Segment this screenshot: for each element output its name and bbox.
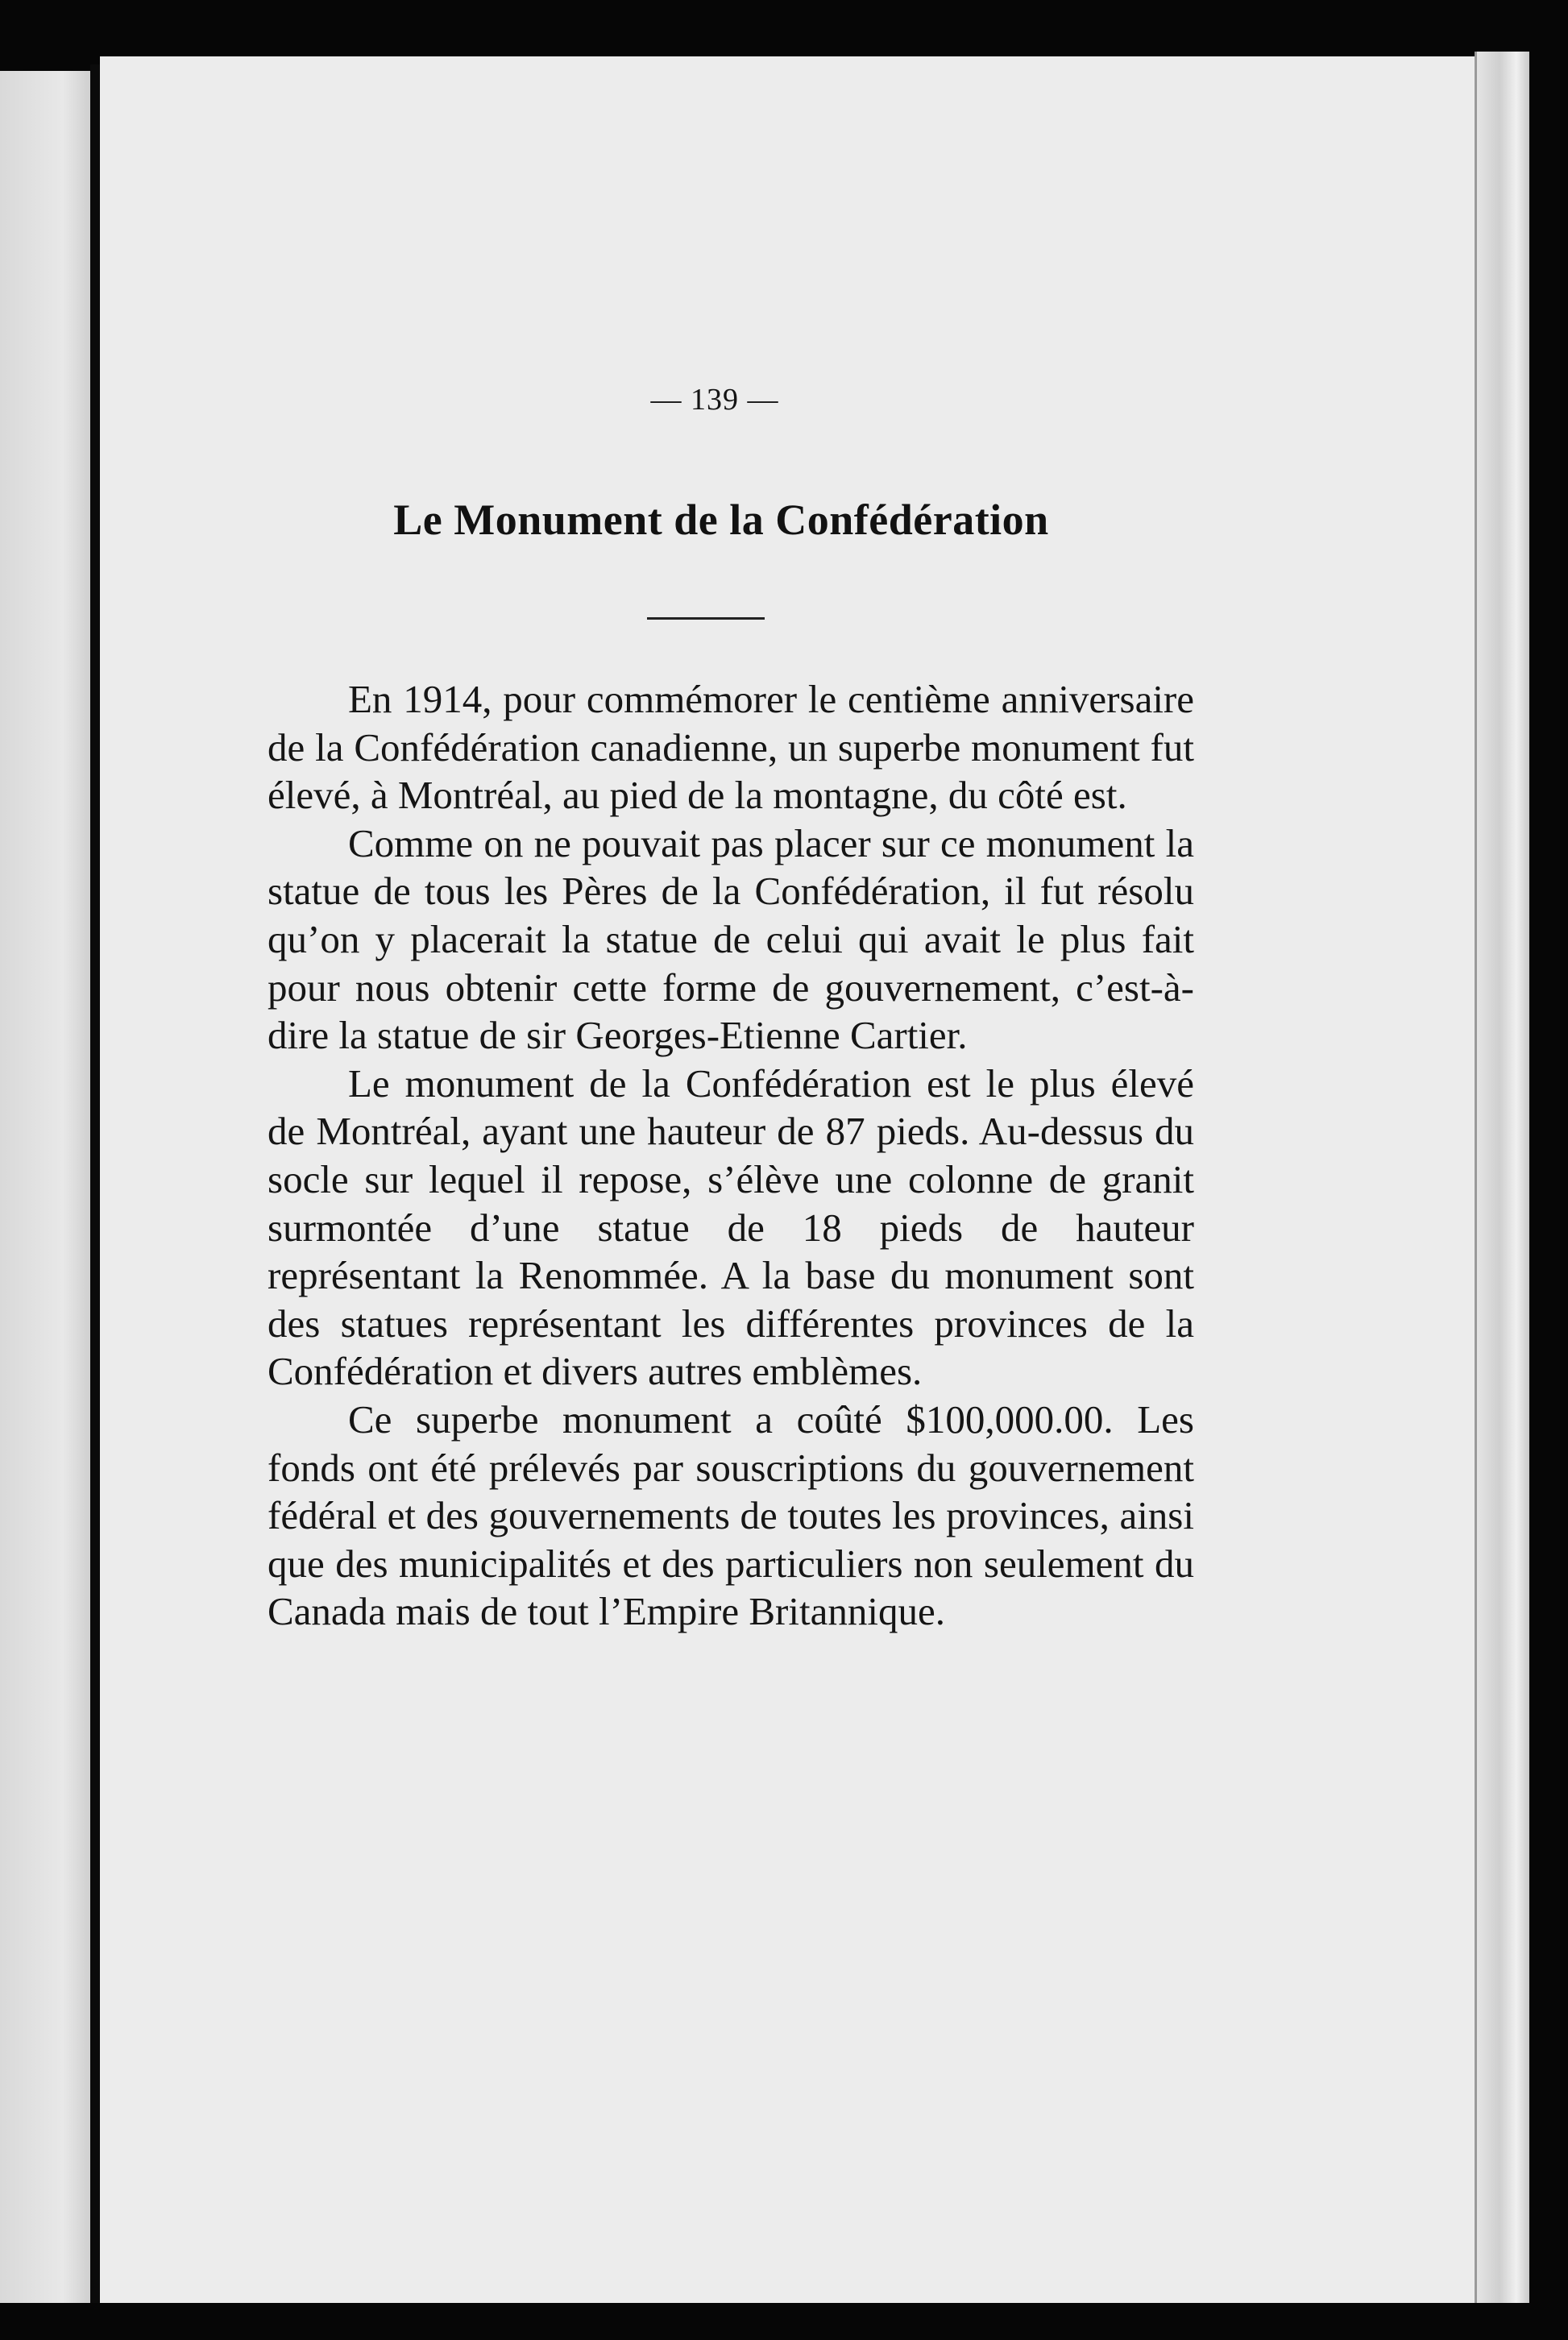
paragraph-4: Ce superbe monument a coûté $100,000.00. Les fonds ont été prélevés par souscriptions du gouvernement fédéral et des gouvernements de toutes les provinces, ainsi que des municipalités et des particuliers non seulement du Canada mais de tout l’Empire Britannique. <box>268 1396 1194 1634</box>
paragraph-3: Le monument de la Confédération est le plus élevé de Montréal, ayant une hauteur de 87 pieds. Au-dessus du socle sur lequel il repose, s’élève une colonne de granit surmontée d’une statue de 18 pieds de hauteur représentant la Renommée. A la base du monument sont des statues représentant les différentes provinces de la Confédération et divers autres emblèmes. <box>268 1060 1194 1394</box>
paragraph-2: Comme on ne pouvait pas placer sur ce monument la statue de tous les Pères de la Confédération, il fut résolu qu’on y placerait la statue de celui qui avait le plus fait pour nous obtenir cette forme de gouvernement, c’est-à-dire la statue de sir Georges-Etienne Cartier. <box>268 820 1194 1058</box>
page-stack-edge <box>1475 52 1533 2308</box>
scan-border-bottom <box>0 2303 1568 2340</box>
paragraph-1: En 1914, pour commémorer le centième anniversaire de la Confédération canadienne, un superbe monument fut élevé, à Montréal, au pied de la montagne, du côté est. <box>268 677 1194 818</box>
page-number: — 139 — <box>650 383 779 417</box>
body-text <box>268 675 1194 1636</box>
scan-border-right <box>1529 32 1568 2340</box>
page-title: Le Monument de la Confédération <box>393 496 1049 544</box>
title-divider <box>647 617 765 620</box>
